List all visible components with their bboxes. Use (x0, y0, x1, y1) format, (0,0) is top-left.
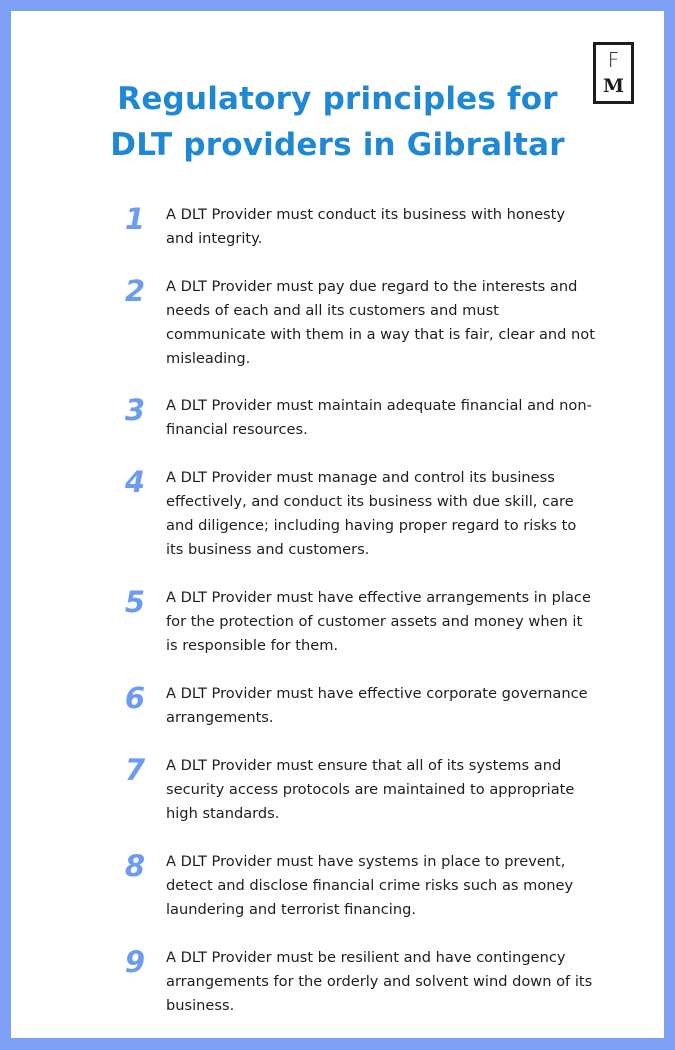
principle-number: 8 (124, 849, 146, 883)
title-line-1: Regulatory principles for (117, 81, 558, 117)
page-title (40, 76, 635, 168)
principle-number: 9 (124, 945, 146, 979)
principle-text: A DLT Provider must manage and control its business effectively, and conduct its business with due skill, care and diligence; including having proper regard to risks to its business and customers. (166, 469, 577, 558)
principle-text: A DLT Provider must be resilient and have contingency arrangements for the orderly and solvent wind down of its business. (166, 949, 593, 1014)
principle-number: 3 (124, 393, 146, 427)
principle-text: A DLT Provider must ensure that all of its systems and security access protocols are maintained to appropriate high standards. (166, 757, 575, 822)
principle-text: A DLT Provider must pay due regard to the interests and needs of each and all its customers and must communicate with them in a way that is fair, clear and not misleading. (166, 278, 595, 367)
principle-number: 2 (124, 274, 146, 308)
principle-number: 6 (124, 681, 146, 715)
principle-number: 4 (124, 465, 146, 499)
principle-number: 1 (124, 202, 146, 236)
logo-letter-m: M (602, 75, 625, 97)
principle-text: A DLT Provider must conduct its business with honesty and integrity. (166, 206, 566, 247)
principle-text: A DLT Provider must have effective arrangements in place for the protection of customer assets and money when it is responsible for them. (166, 589, 591, 654)
principle-text: A DLT Provider must have systems in place to prevent, detect and disclose financial crime risks such as money laundering and terrorist financing. (166, 853, 574, 918)
logo-letter-f: F (607, 48, 620, 72)
principle-text: A DLT Provider must have effective corporate governance arrangements. (166, 685, 588, 726)
principle-number: 7 (124, 753, 146, 787)
title-line-2: DLT providers in Gibraltar (110, 127, 565, 163)
principle-text: A DLT Provider must maintain adequate financial and non-financial resources. (166, 397, 592, 438)
principle-number: 5 (124, 585, 146, 619)
